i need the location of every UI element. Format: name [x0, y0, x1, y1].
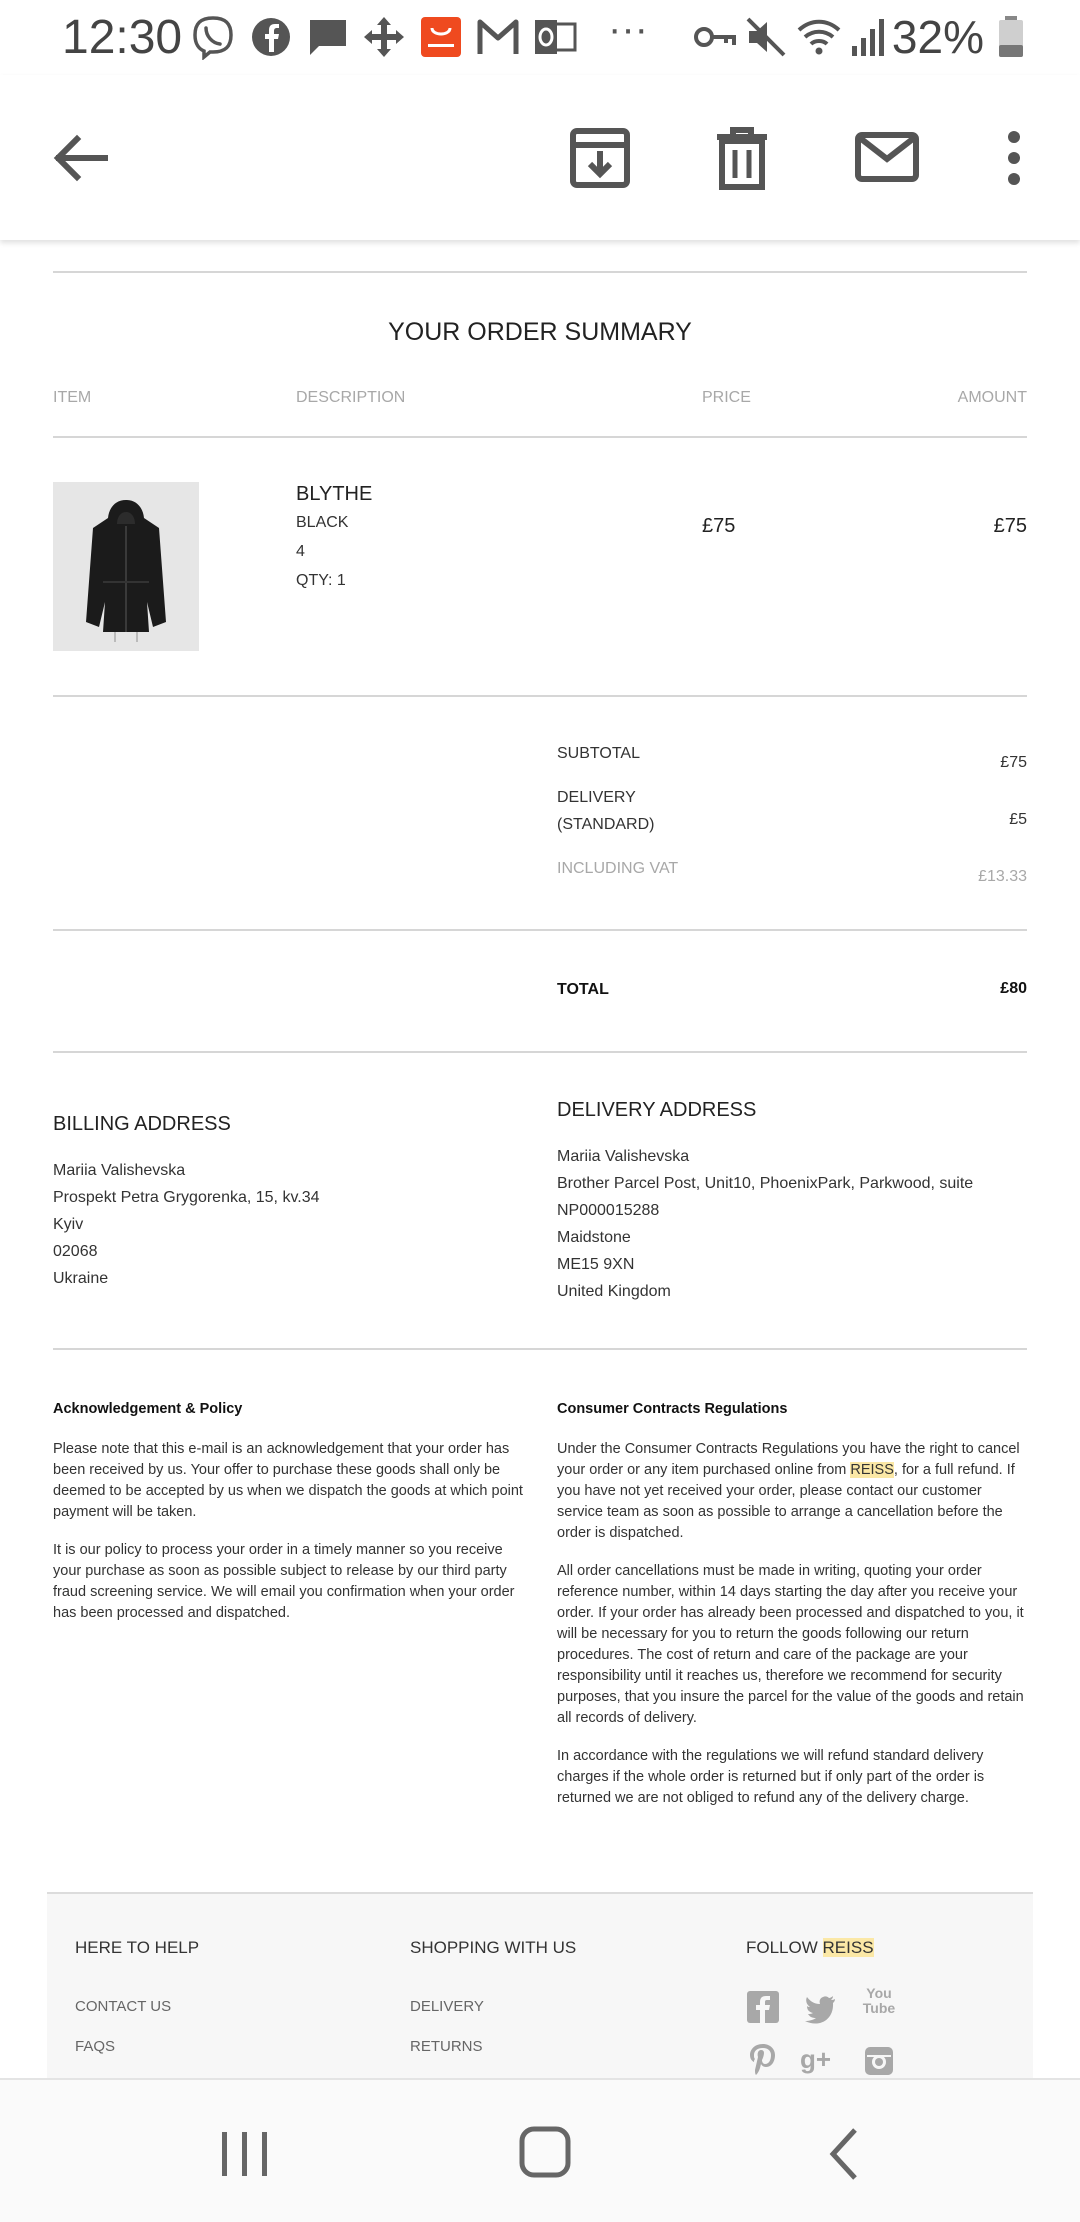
billing-line: 02068 [53, 1243, 98, 1260]
billing-address-heading: BILLING ADDRESS [53, 1113, 231, 1135]
delivery-link[interactable]: DELIVERY [410, 1998, 484, 2015]
here-to-help-heading: HERE TO HELP [75, 1938, 200, 1957]
refund-paragraph: In accordance with the regulations we will refund standard delivery charges if the whole order is returned but if only part of the order is returned we are not obliged to refund any of the delivery charge. [557, 1748, 985, 1806]
subtotal-label: SUBTOTAL [557, 745, 640, 762]
more-icon: ··· [608, 7, 648, 51]
mute-icon [743, 14, 789, 60]
message-icon [305, 14, 351, 60]
battery-percent: 32% [891, 11, 984, 63]
product-price: £75 [702, 515, 736, 537]
billing-line: Ukraine [53, 1270, 109, 1287]
back-arrow-icon[interactable] [47, 123, 117, 193]
vat-label: INCLUDING VAT [557, 860, 679, 877]
delivery-line: ME15 9XN [557, 1256, 635, 1273]
product-amount: £75 [993, 515, 1027, 537]
column-header-description: DESCRIPTION [296, 389, 406, 406]
wifi-icon [796, 14, 842, 60]
cancellation-paragraph: All order cancellations must be made in writing, quoting your order reference number, within 14 days starting the day after you receive your order. If your order has already been processed and dispatched to you, it will be necessary for you to return the goods following our return procedures. The cost of return and care of the package are your responsibility until it reaches us, therefore we recommend for security purposes, that you insure the parcel for the value of the goods and retain all records of delivery. [557, 1563, 1024, 1726]
facebook-icon[interactable] [746, 1990, 780, 2024]
divider [53, 1348, 1027, 1350]
paragraph-text: , for a full refund. If you have not yet received your order, please contact our customer service team as soon as possible to arrange a cancellation before the order is dispatched. [557, 1462, 1015, 1541]
delivery-line: Brother Parcel Post, Unit10, PhoenixPark, Parkwood, suite [557, 1175, 974, 1192]
delivery-value: £5 [1009, 811, 1027, 828]
battery-icon [988, 14, 1034, 60]
subtotal-value: £75 [1000, 754, 1027, 771]
navigation-bar [0, 2078, 1080, 2222]
divider [53, 929, 1027, 931]
delivery-line: Maidstone [557, 1229, 631, 1246]
delivery-label: DELIVERY [557, 789, 636, 806]
column-header-item: ITEM [53, 389, 92, 406]
delivery-address-heading: DELIVERY ADDRESS [557, 1099, 757, 1121]
gmail-icon [475, 14, 521, 60]
youtube-icon[interactable] [862, 1986, 896, 2026]
brand-highlight: REISS [822, 1938, 874, 1957]
outlook-icon [532, 14, 578, 60]
policy-paragraph: It is our policy to process your order in a timely manner so you receive your purchase as soon as possible subject to release by our third party fraud screening service. We will email you confirmation when your order has been processed and dispatched. [53, 1542, 515, 1621]
divider [53, 271, 1027, 273]
more-vert-icon[interactable] [978, 123, 1050, 193]
divider [53, 436, 1027, 438]
vat-value: £13.33 [978, 868, 1027, 885]
order-summary-title: YOUR ORDER SUMMARY [388, 318, 692, 346]
divider [53, 695, 1027, 697]
brand-highlight: REISS [850, 1462, 894, 1478]
product-size: 4 [296, 543, 305, 560]
move-icon [361, 14, 407, 60]
product-image[interactable] [53, 482, 199, 651]
acknowledgement-heading: Acknowledgement & Policy [53, 1401, 243, 1417]
viber-icon [190, 14, 236, 60]
shopping-with-us-heading: SHOPPING WITH US [410, 1938, 577, 1957]
faqs-link[interactable]: FAQS [75, 2038, 116, 2055]
google-plus-icon[interactable]: g+ [800, 2044, 832, 2074]
column-header-amount: AMOUNT [957, 389, 1027, 406]
billing-line: Prospekt Petra Grygorenka, 15, kv.34 [53, 1189, 320, 1206]
twitter-icon[interactable] [803, 1992, 837, 2026]
email-footer [47, 1892, 1033, 2080]
facebook-icon [248, 14, 294, 60]
contact-us-link[interactable]: CONTACT US [75, 1998, 172, 2015]
mail-icon[interactable] [852, 123, 922, 193]
consumer-contracts-paragraph [557, 1439, 1029, 1544]
delete-icon[interactable] [707, 123, 777, 193]
status-bar [0, 0, 1080, 75]
delivery-address [557, 1143, 973, 1305]
product-name: BLYTHE [296, 483, 373, 505]
product-qty: QTY: 1 [296, 572, 346, 589]
key-icon [692, 14, 738, 60]
recent-apps-icon[interactable] [210, 2124, 280, 2184]
paragraph-text: Under the Consumer Contracts Regulations you have the right to cancel your order or any item purchased online from [557, 1441, 1020, 1478]
total-value: £80 [1000, 980, 1027, 997]
follow-reiss-heading [746, 1938, 874, 1958]
youtube-text: Tube [862, 2000, 896, 2016]
billing-address [53, 1157, 320, 1292]
pinterest-icon[interactable] [746, 2042, 780, 2076]
back-icon[interactable] [815, 2124, 875, 2184]
delivery-line: NP000015288 [557, 1202, 660, 1219]
total-label: TOTAL [557, 981, 609, 998]
delivery-label-standard: (STANDARD) [557, 816, 655, 833]
app-bar [0, 75, 1080, 240]
billing-line: Kyiv [53, 1216, 84, 1233]
delivery-line: United Kingdom [557, 1283, 671, 1300]
returns-link[interactable]: RETURNS [410, 2038, 483, 2055]
divider [53, 1051, 1027, 1053]
signal-icon [846, 14, 892, 60]
consumer-contracts-heading: Consumer Contracts Regulations [557, 1401, 788, 1417]
product-color: BLACK [296, 514, 349, 531]
youtube-text: You [866, 1985, 892, 2001]
follow-text: FOLLOW [746, 1938, 823, 1957]
home-icon[interactable] [510, 2120, 580, 2186]
delivery-line: Mariia Valishevska [557, 1148, 690, 1165]
aliexpress-icon [418, 14, 464, 60]
archive-icon[interactable] [565, 123, 635, 193]
column-header-price: PRICE [702, 389, 751, 406]
status-time: 12:30 [62, 11, 183, 64]
instagram-icon[interactable] [862, 2044, 896, 2078]
billing-line: Mariia Valishevska [53, 1162, 186, 1179]
acknowledgement-paragraph: Please note that this e-mail is an acknowledgement that your order has been received by us. Your offer to purchase these goods shall only be deemed to be accepted by us when we dispatch the goods at which point payment will be taken. [53, 1441, 523, 1520]
